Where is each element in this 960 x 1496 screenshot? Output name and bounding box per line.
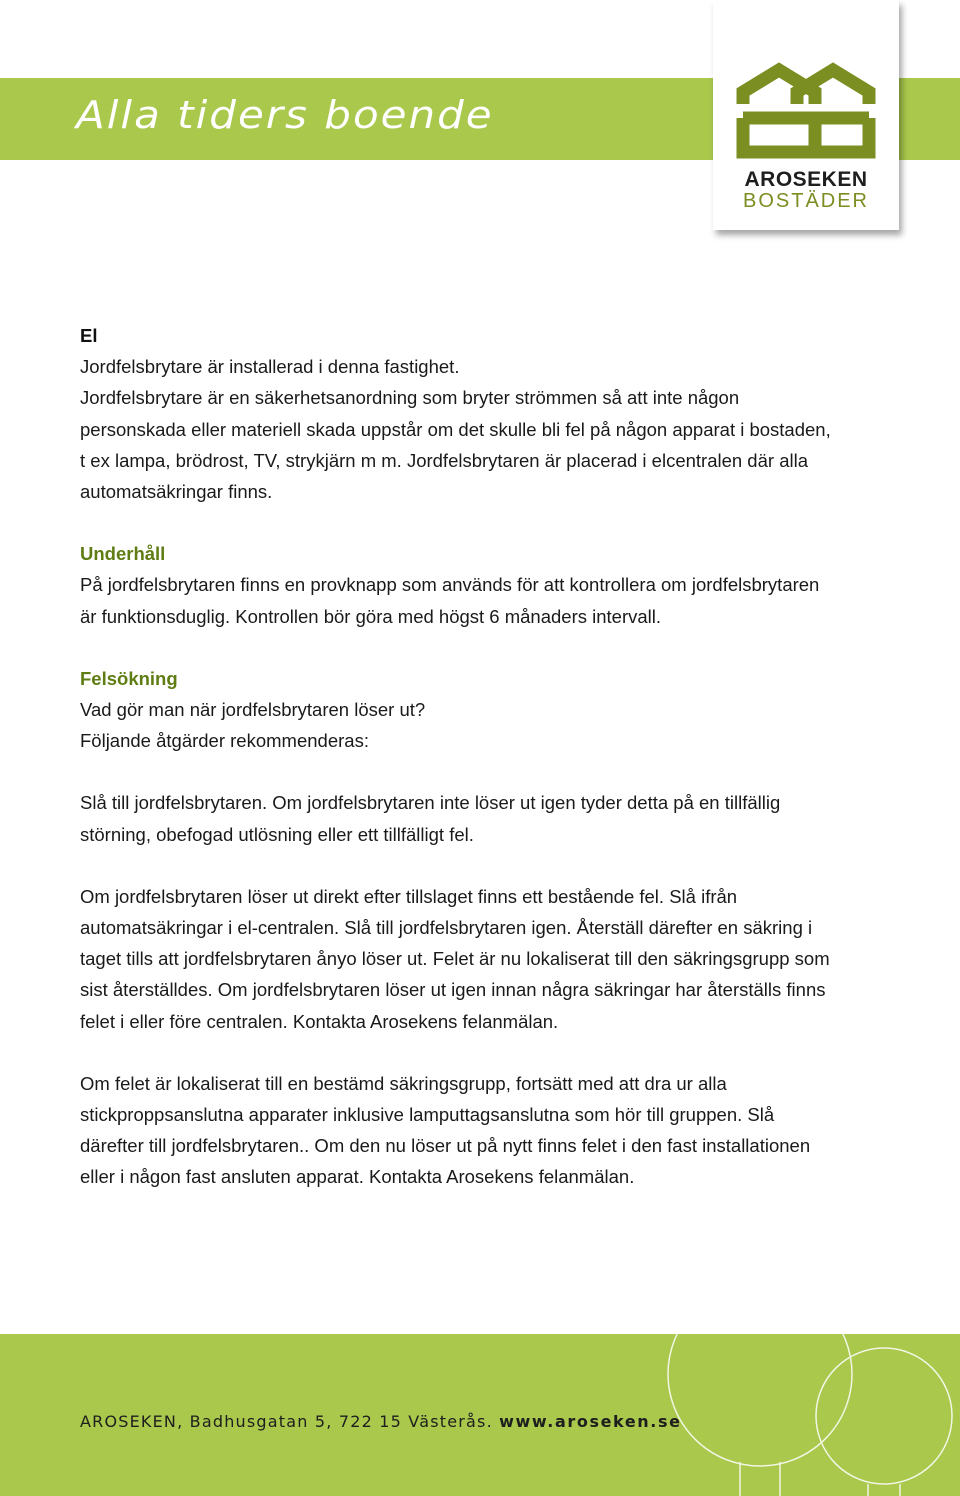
logo-line1: AROSEKEN	[744, 168, 868, 191]
logo-line2: BOSTÄDER	[742, 190, 870, 212]
el-paragraph-2: Jordfelsbrytare är en säkerhetsanordning som bryter strömmen så att inte någon personskada eller materiell skada uppstår om det skulle bli fel på någon apparat i bostaden, t ex lampa, brödrost, TV, strykjärn m m. Jordfelsbrytaren är placerad i elcentralen där alla automatsäkringar finns.	[80, 387, 831, 503]
footer-address	[80, 1412, 682, 1431]
step-3: Om felet är lokaliserat till en bestämd säkringsgrupp, fortsätt med att dra ur alla stickproppsanslutna apparater inklusive lamputtagsanslutna som hör till gruppen. Slå därefter till jordfelsbrytaren.. Om den nu löser ut på nytt finns felet i den fast installationen eller i någon fast ansluten apparat. Kontakta Arosekens felanmälan.	[80, 1072, 811, 1188]
footer-website-link[interactable]: www.aroseken.se	[499, 1412, 682, 1431]
footer-address-text: AROSEKEN, Badhusgatan 5, 722 15 Västerås.	[80, 1412, 493, 1431]
el-paragraph-1: Jordfelsbrytare är installerad i denna fastighet.	[80, 356, 460, 378]
heading-el: El	[80, 325, 98, 346]
felsokning-question: Vad gör man när jordfelsbrytaren löser ut?	[80, 699, 426, 721]
house-logo-icon	[713, 0, 899, 170]
aroseken-logo	[713, 0, 899, 230]
step-2: Om jordfelsbrytaren löser ut direkt efter tillslaget finns ett bestående fel. Slå ifrån automatsäkringar i el-centralen. Slå till jordfelsbrytaren igen. Återställ därefter en säkring i taget tills att jordfelsbrytaren ånyo löser ut. Felet är nu lokaliserat till den säkringsgrupp som sist återställdes. Om jordfelsbrytaren löser ut igen innan några säkringar har återställs finns felet i eller före centralen. Kontakta Arosekens felanmälan.	[80, 885, 830, 1032]
underhall-paragraph: På jordfelsbrytaren finns en provknapp som används för att kontrollera om jordfelsbrytaren är funktionsduglig. Kontrollen bör göra med högst 6 månaders intervall.	[80, 574, 820, 627]
heading-felsokning: Felsökning	[80, 667, 178, 689]
heading-underhall: Underhåll	[80, 543, 166, 565]
felsokning-intro: Följande åtgärder rekommenderas:	[80, 730, 369, 752]
document-body	[80, 320, 840, 1193]
slogan: Alla tiders boende	[76, 91, 494, 138]
step-1: Slå till jordfelsbrytaren. Om jordfelsbrytaren inte löser ut igen tyder detta på en tillfällig störning, obefogad utlösning eller ett tillfälligt fel.	[80, 792, 781, 845]
